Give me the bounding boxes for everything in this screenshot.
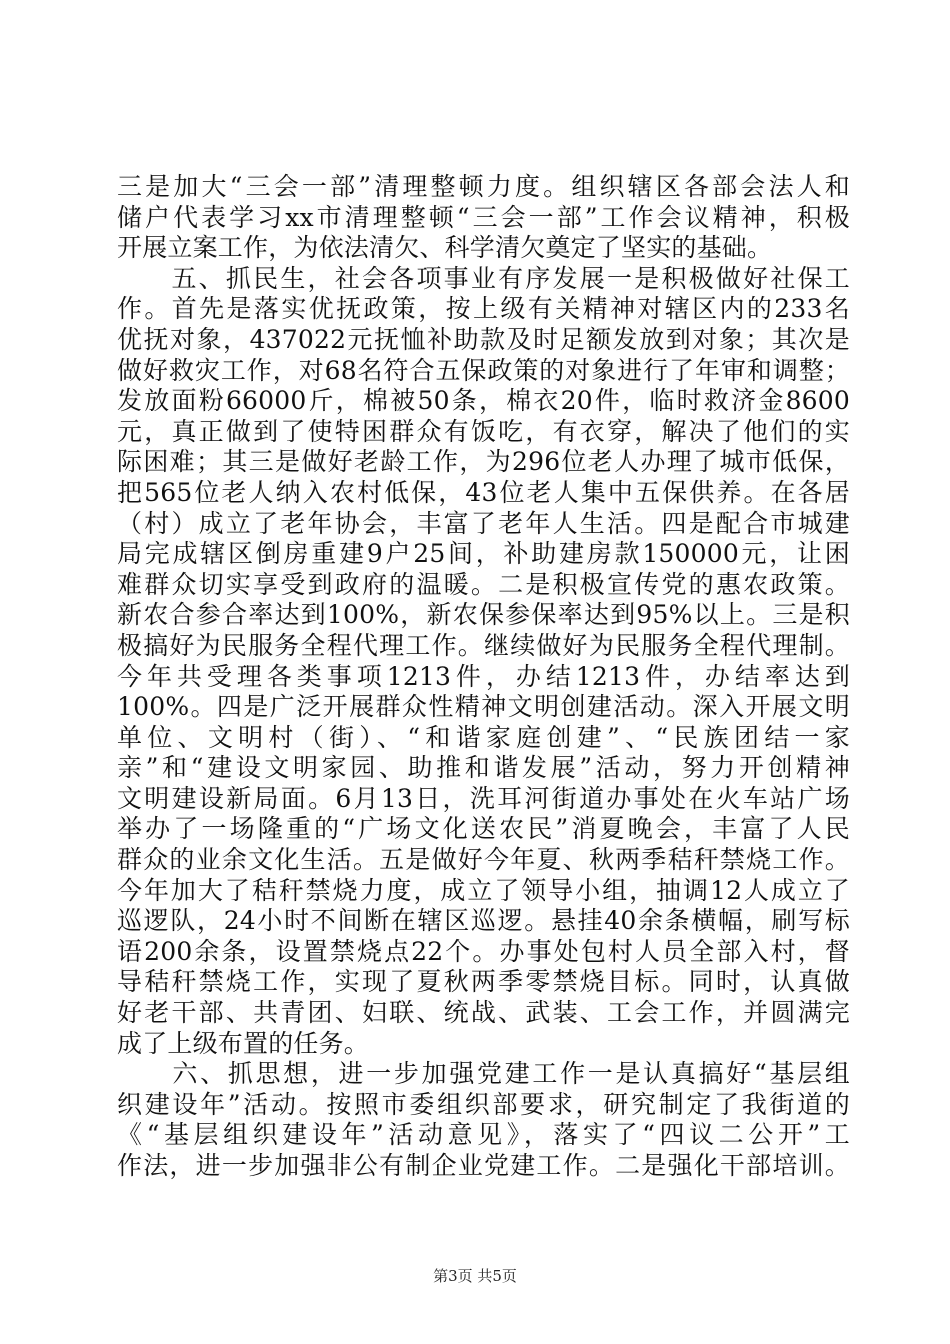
text-line: 成了上级布置的任务。	[117, 1028, 370, 1058]
text-line: 储户代表学习xx市清理整顿“三会一部”工作会议精神，积极	[117, 202, 850, 232]
text-line: 织建设年”活动。按照市委组织部要求，研究制定了我街道的	[117, 1089, 850, 1119]
text-line: 语200余条，设置禁烧点22个。办事处包村人员全部入村，督	[117, 936, 850, 966]
text-line: 新农合参合率达到100%，新农保参保率达到95%以上。三是积	[117, 600, 850, 630]
text-line: 做好救灾工作，对68名符合五保政策的对象进行了年审和调整；	[117, 355, 850, 385]
text-line: 三是加大“三会一部”清理整顿力度。组织辖区各部会法人和	[117, 172, 850, 201]
text-line: 局完成辖区倒房重建9户25间，补助建房款150000元，让困	[117, 539, 850, 569]
page-number-indicator: 第3页 共5页	[433, 1267, 517, 1285]
page-footer	[0, 1266, 950, 1286]
text-line: 际困难；其三是做好老龄工作，为296位老人办理了城市低保，	[117, 447, 850, 477]
text-line: 导秸秆禁烧工作，实现了夏秋两季零禁烧目标。同时，认真做	[117, 967, 850, 997]
text-line: 单位、文明村（街）、“和谐家庭创建”、“民族团结一家	[117, 722, 850, 752]
text-line: 今年共受理各类事项1213件，办结1213件，办结率达到	[117, 661, 850, 691]
document-body	[117, 172, 850, 1182]
text-line: 100%。四是广泛开展群众性精神文明创建活动。深入开展文明	[117, 692, 850, 722]
text-line: （村）成立了老年协会，丰富了老年人生活。四是配合市城建	[117, 508, 850, 538]
text-line: 五、抓民生，社会各项事业有序发展一是积极做好社保工	[117, 263, 850, 293]
text-line: 六、抓思想，进一步加强党建工作一是认真搞好“基层组	[117, 1059, 850, 1089]
text-line: 文明建设新局面。6月13日，洗耳河街道办事处在火车站广场	[117, 783, 850, 813]
text-line: 开展立案工作，为依法清欠、科学清欠奠定了坚实的基础。	[117, 233, 773, 263]
text-line: 亲”和“建设文明家园、助推和谐发展”活动，努力开创精神	[117, 753, 850, 783]
text-line: 作法，进一步加强非公有制企业党建工作。二是强化干部培训。	[117, 1151, 850, 1180]
text-line: 极搞好为民服务全程代理工作。继续做好为民服务全程代理制。	[117, 630, 850, 660]
text-line: 今年加大了秸秆禁烧力度，成立了领导小组，抽调12人成立了	[117, 875, 850, 905]
text-line: 巡逻队，24小时不间断在辖区巡逻。悬挂40余条横幅，刷写标	[117, 906, 850, 936]
text-line: 发放面粉66000斤，棉被50条，棉衣20件，临时救济金8600	[117, 386, 850, 416]
text-line: 元，真正做到了使特困群众有饭吃，有衣穿，解决了他们的实	[117, 416, 850, 446]
text-line: 优抚对象，437022元抚恤补助款及时足额发放到对象；其次是	[117, 324, 850, 354]
text-line: 把565位老人纳入农村低保，43位老人集中五保供养。在各居	[117, 477, 850, 507]
text-line: 作。首先是落实优抚政策，按上级有关精神对辖区内的233名	[117, 294, 850, 324]
text-line: 举办了一场隆重的“广场文化送农民”消夏晚会，丰富了人民	[117, 814, 850, 844]
text-line: 难群众切实享受到政府的温暖。二是积极宣传党的惠农政策。	[117, 569, 850, 599]
text-line: 好老干部、共青团、妇联、统战、武装、工会工作，并圆满完	[117, 998, 850, 1028]
text-line: 《“基层组织建设年”活动意见》，落实了“四议二公开”工	[117, 1120, 850, 1150]
text-line: 群众的业余文化生活。五是做好今年夏、秋两季秸秆禁烧工作。	[117, 845, 850, 875]
